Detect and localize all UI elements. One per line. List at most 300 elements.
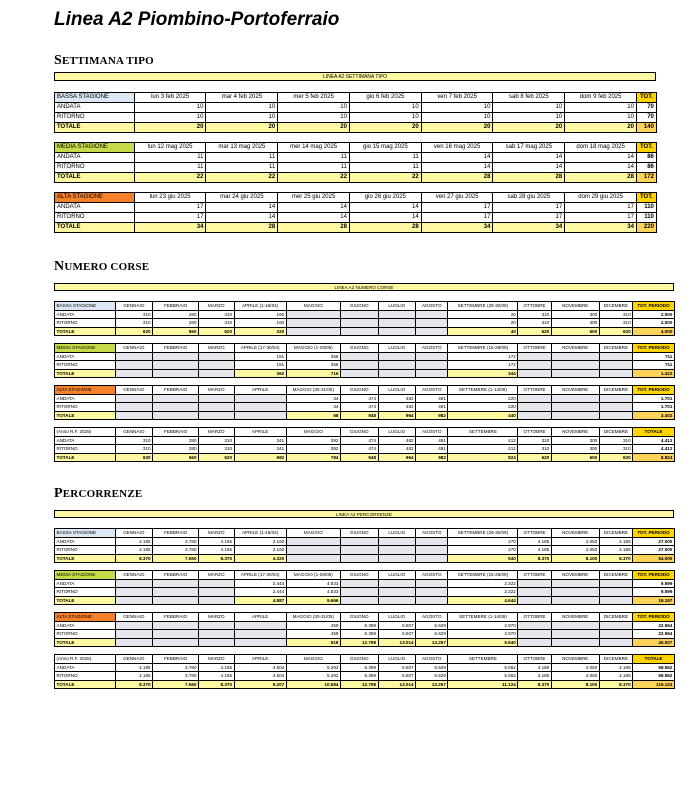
total-value: 560 (153, 327, 199, 336)
value-cell: 11 (278, 153, 350, 163)
grand-total: 45.927 (633, 638, 675, 647)
month-header: OTTOBRE (518, 571, 551, 580)
month-header: MARZO (199, 655, 234, 664)
value-cell: 459 (286, 630, 340, 639)
season-label: ALTA STAGIONE (55, 193, 135, 203)
total-value: 948 (340, 453, 378, 462)
month-header: DICEMBRE (599, 613, 632, 622)
day-header: dom 29 giu 2025 (565, 193, 637, 203)
total-value: 948 (340, 411, 378, 420)
value-cell (340, 310, 378, 319)
total-label: TOTALE (55, 327, 116, 336)
total-value (115, 596, 153, 605)
value-cell: 4.185 (599, 663, 632, 672)
value-cell (115, 579, 153, 588)
value-cell: 310 (199, 436, 234, 445)
value-cell: 17 (421, 203, 493, 213)
value-cell: 4.185 (599, 546, 632, 555)
month-header: APRILE (1-16/04) (234, 302, 286, 311)
value-cell: 172 (448, 361, 518, 370)
value-cell: 10 (206, 113, 278, 123)
row-total: 9.599 (633, 579, 675, 588)
row-total: 86 (636, 153, 656, 163)
value-cell: 10 (278, 103, 350, 113)
month-header: FEBBRAIO (153, 571, 199, 580)
monthly-table-bassa (54, 528, 675, 563)
value-cell: 6.507 (378, 663, 416, 672)
grand-total: 19.197 (633, 596, 675, 605)
month-header: AGOSTO (416, 529, 448, 538)
row-total: 4.412 (633, 436, 675, 445)
table-row (55, 588, 675, 597)
value-cell: 482 (378, 403, 416, 412)
season-label: ALTA STAGIONE (55, 386, 116, 395)
value-cell: 4.185 (115, 546, 153, 555)
value-cell: 14 (421, 163, 493, 173)
month-header: MAGGIO (30-31/05) (286, 613, 340, 622)
month-header: SETTEMBRE (15-28/09) (448, 571, 518, 580)
total-value: 12.798 (340, 638, 378, 647)
season-label: BASSA STAGIONE (55, 93, 135, 103)
month-header: FEBBRAIO (153, 344, 199, 353)
value-cell: 6.399 (340, 630, 378, 639)
total-value (234, 411, 286, 420)
grand-total: 3.402 (633, 411, 675, 420)
month-header: MARZO (199, 613, 234, 622)
value-cell: 358 (286, 361, 340, 370)
total-value: 964 (378, 411, 416, 420)
total-value: 20 (349, 123, 421, 133)
total-header: TOT. PERIODO (633, 613, 675, 622)
total-header: TOT. PERIODO (633, 386, 675, 395)
month-header: LUGLIO (378, 613, 416, 622)
value-cell: 10 (493, 113, 565, 123)
month-header: FEBBRAIO (153, 529, 199, 538)
total-value: 20 (421, 123, 493, 133)
table-row (55, 213, 657, 223)
value-cell: 4.604 (234, 663, 286, 672)
month-header: LUGLIO (378, 344, 416, 353)
month-header: APRILE (1-16/04) (234, 529, 286, 538)
row-label: ANDATA (55, 579, 116, 588)
value-cell: 17 (565, 213, 637, 223)
value-cell: 11 (206, 163, 278, 173)
total-value: 600 (551, 453, 599, 462)
month-header: OTTOBRE (518, 529, 551, 538)
total-value: 620 (199, 453, 234, 462)
day-header: lun 12 mag 2025 (134, 143, 206, 153)
row-label: RITORNO (55, 213, 135, 223)
total-label: TOTALE (55, 680, 116, 689)
value-cell (153, 352, 199, 361)
total-value (599, 638, 632, 647)
month-header: GIUGNO (340, 386, 378, 395)
total-value: 34 (134, 223, 206, 233)
table-row (55, 319, 675, 328)
value-cell: 392 (286, 436, 340, 445)
value-cell: 474 (340, 394, 378, 403)
month-header: MARZO (199, 302, 234, 311)
total-row (55, 680, 675, 689)
total-value: 22 (206, 173, 278, 183)
value-cell: 11 (278, 163, 350, 173)
row-total: 86 (636, 163, 656, 173)
total-row (55, 596, 675, 605)
total-value: 34 (493, 223, 565, 233)
section-title-initial: S (54, 53, 62, 68)
day-header: sab 17 mag 2025 (493, 143, 565, 153)
total-value (340, 554, 378, 563)
value-cell: 10 (421, 113, 493, 123)
value-cell (234, 394, 286, 403)
value-cell (340, 319, 378, 328)
day-header: mer 14 mag 2025 (278, 143, 350, 153)
value-cell: 270 (448, 537, 518, 546)
total-value (115, 369, 153, 378)
value-cell (115, 394, 153, 403)
total-value (199, 411, 234, 420)
value-cell: 14 (349, 213, 421, 223)
value-cell (416, 579, 448, 588)
month-header: GENNAIO (115, 571, 153, 580)
table-row (55, 103, 657, 113)
value-cell: 17 (421, 213, 493, 223)
value-cell (115, 361, 153, 370)
value-cell (518, 394, 551, 403)
month-header: GENNAIO (115, 344, 153, 353)
weekly-table-alta (54, 192, 657, 233)
value-cell (378, 588, 416, 597)
section-title-rest: ERCORRENZE (62, 488, 143, 500)
row-label: RITORNO (55, 319, 116, 328)
row-total: 1.701 (633, 394, 675, 403)
total-header: TOT. PERIODO (633, 302, 675, 311)
value-cell: 34 (286, 403, 340, 412)
month-header: SETTEMBRE (15-28/09) (448, 344, 518, 353)
value-cell (416, 352, 448, 361)
value-cell: 6.629 (416, 630, 448, 639)
total-value (199, 596, 234, 605)
value-cell (199, 579, 234, 588)
total-value: 600 (551, 327, 599, 336)
total-value: 824 (448, 453, 518, 462)
total-value: 560 (153, 453, 199, 462)
value-cell: 160 (234, 310, 286, 319)
value-cell (378, 537, 416, 546)
table-row (55, 203, 657, 213)
total-value (199, 638, 234, 647)
section-title-initial: N (54, 259, 65, 274)
value-cell (551, 630, 599, 639)
value-cell: 4.185 (518, 663, 551, 672)
row-total: 2.000 (633, 310, 675, 319)
month-header: GIUGNO (340, 344, 378, 353)
value-cell: 310 (599, 445, 632, 454)
value-cell: 310 (115, 436, 153, 445)
total-header: TOT. (636, 93, 656, 103)
value-cell: 280 (153, 310, 199, 319)
total-value: 40 (448, 327, 518, 336)
total-row (55, 327, 675, 336)
month-header: LUGLIO (378, 655, 416, 664)
value-cell: 310 (599, 436, 632, 445)
month-header: DICEMBRE (599, 571, 632, 580)
month-header: NOVEMBRE (551, 571, 599, 580)
month-header: MAGGIO (286, 428, 340, 437)
day-header: ven 27 giu 2025 (421, 193, 493, 203)
value-cell (599, 361, 632, 370)
total-value: 5.940 (448, 638, 518, 647)
value-cell: 14 (493, 163, 565, 173)
total-value: 716 (286, 369, 340, 378)
value-cell (340, 352, 378, 361)
value-cell: 6.629 (416, 672, 448, 681)
value-cell (115, 352, 153, 361)
total-label: TOTALE (55, 638, 116, 647)
value-cell (551, 361, 599, 370)
table-row (55, 361, 675, 370)
value-cell: 5.562 (448, 672, 518, 681)
weekly-table-media (54, 142, 657, 183)
value-cell: 412 (448, 445, 518, 454)
value-cell: 10 (421, 103, 493, 113)
row-label: ANDATA (55, 537, 116, 546)
value-cell (199, 588, 234, 597)
monthly-table-anno (54, 654, 675, 689)
day-header: lun 3 feb 2025 (134, 93, 206, 103)
total-value: 20 (134, 123, 206, 133)
row-label: ANDATA (55, 436, 116, 445)
total-value: 13.014 (378, 680, 416, 689)
value-cell (340, 546, 378, 555)
total-value: 620 (518, 327, 551, 336)
value-cell (378, 310, 416, 319)
value-cell: 4.185 (599, 672, 632, 681)
total-value (416, 327, 448, 336)
value-cell (599, 588, 632, 597)
value-cell: 310 (115, 310, 153, 319)
grand-total: 172 (636, 173, 656, 183)
value-cell: 10 (565, 103, 637, 113)
month-header: MARZO (199, 529, 234, 538)
grand-total: 8.824 (633, 453, 675, 462)
row-label: RITORNO (55, 163, 135, 173)
value-cell: 6.399 (340, 672, 378, 681)
value-cell (153, 403, 199, 412)
total-value: 620 (199, 327, 234, 336)
month-header: NOVEMBRE (551, 613, 599, 622)
value-cell: 310 (518, 310, 551, 319)
row-label: RITORNO (55, 630, 116, 639)
row-label: RITORNO (55, 588, 116, 597)
value-cell (153, 361, 199, 370)
day-header: mar 4 feb 2025 (206, 93, 278, 103)
document-title: Linea A2 Piombino-Portoferraio (54, 9, 340, 30)
value-cell: 310 (599, 310, 632, 319)
total-value (115, 411, 153, 420)
day-header: ven 7 feb 2025 (421, 93, 493, 103)
total-value (153, 596, 199, 605)
value-cell: 4.185 (599, 537, 632, 546)
value-cell: 220 (448, 403, 518, 412)
table-row (55, 352, 675, 361)
value-cell (518, 621, 551, 630)
table-row (55, 546, 675, 555)
total-header: TOT. (636, 193, 656, 203)
value-cell (599, 621, 632, 630)
total-value: 22 (134, 173, 206, 183)
value-cell (416, 546, 448, 555)
value-cell: 10 (349, 103, 421, 113)
total-value (286, 554, 340, 563)
row-label: ANDATA (55, 352, 116, 361)
value-cell: 459 (286, 621, 340, 630)
row-label: ANDATA (55, 153, 135, 163)
total-value: 34 (421, 223, 493, 233)
value-cell: 14 (493, 153, 565, 163)
month-header: DICEMBRE (599, 302, 632, 311)
value-cell (599, 352, 632, 361)
month-header: LUGLIO (378, 302, 416, 311)
value-cell: 14 (206, 203, 278, 213)
month-header: AGOSTO (416, 302, 448, 311)
value-cell (340, 579, 378, 588)
total-value: 620 (115, 327, 153, 336)
value-cell (153, 630, 199, 639)
month-header: GIUGNO (340, 613, 378, 622)
value-cell (378, 579, 416, 588)
month-header: GENNAIO (115, 302, 153, 311)
value-cell: 4.185 (199, 663, 234, 672)
value-cell: 14 (565, 163, 637, 173)
season-label: ALTA STAGIONE (55, 613, 116, 622)
month-header: MARZO (199, 428, 234, 437)
section-title-initial: P (54, 486, 63, 501)
month-header: DICEMBRE (599, 529, 632, 538)
total-value (378, 596, 416, 605)
value-cell (234, 403, 286, 412)
month-header: OTTOBRE (518, 613, 551, 622)
day-header: dom 9 feb 2025 (565, 93, 637, 103)
total-value (551, 411, 599, 420)
value-cell (115, 630, 153, 639)
day-header: ven 16 mag 2025 (421, 143, 493, 153)
grand-total: 4.000 (633, 327, 675, 336)
value-cell (115, 403, 153, 412)
value-cell: 2.444 (234, 579, 286, 588)
value-cell (518, 588, 551, 597)
value-cell: 20 (448, 310, 518, 319)
month-header: GENNAIO (115, 655, 153, 664)
value-cell: 2.970 (448, 621, 518, 630)
value-cell: 300 (551, 319, 599, 328)
total-value (416, 554, 448, 563)
month-header: FEBBRAIO (153, 386, 199, 395)
day-header: dom 18 mag 2025 (565, 143, 637, 153)
value-cell (518, 630, 551, 639)
day-header: mar 24 giu 2025 (206, 193, 278, 203)
value-cell (199, 394, 234, 403)
total-value: 964 (378, 453, 416, 462)
total-value: 918 (286, 638, 340, 647)
month-header: NOVEMBRE (551, 655, 599, 664)
table-row (55, 621, 675, 630)
banner-percorrenze: LINEA A2 PERCORRENZE (54, 510, 674, 518)
value-cell (378, 319, 416, 328)
value-cell: 5.292 (286, 663, 340, 672)
total-value: 620 (518, 453, 551, 462)
row-label: RITORNO (55, 361, 116, 370)
value-cell: 300 (551, 445, 599, 454)
month-header: MAGGIO (1-29/05) (286, 571, 340, 580)
section-title-numero (54, 259, 149, 275)
day-header: lun 23 giu 2025 (134, 193, 206, 203)
month-header: NOVEMBRE (551, 302, 599, 311)
value-cell (286, 537, 340, 546)
value-cell: 2.444 (234, 588, 286, 597)
value-cell: 482 (378, 445, 416, 454)
month-header: GENNAIO (115, 428, 153, 437)
month-header: GIUGNO (340, 428, 378, 437)
table-row (55, 310, 675, 319)
total-value: 11.124 (448, 680, 518, 689)
month-header: MARZO (199, 571, 234, 580)
value-cell: 11 (349, 153, 421, 163)
total-label: TOTALE (55, 453, 116, 462)
total-value: 34 (565, 223, 637, 233)
value-cell (153, 579, 199, 588)
total-label: TOTALE (55, 554, 116, 563)
value-cell: 10 (134, 113, 206, 123)
total-value: 20 (278, 123, 350, 133)
total-value (234, 638, 286, 647)
month-header: FEBBRAIO (153, 655, 199, 664)
season-label: MEDIA STAGIONE (55, 344, 116, 353)
month-header: APRILE (234, 386, 286, 395)
value-cell: 2.160 (234, 537, 286, 546)
value-cell (199, 352, 234, 361)
value-cell (286, 546, 340, 555)
total-value: 7.560 (153, 554, 199, 563)
value-cell: 160 (234, 319, 286, 328)
value-cell: 310 (518, 445, 551, 454)
value-cell: 4.050 (551, 546, 599, 555)
month-header: GIUGNO (340, 571, 378, 580)
total-label: TOTALE (55, 369, 116, 378)
grand-total: 54.000 (633, 554, 675, 563)
total-row (55, 453, 675, 462)
value-cell (378, 361, 416, 370)
value-cell (518, 361, 551, 370)
grand-total: 119.124 (633, 680, 675, 689)
value-cell: 11 (206, 153, 278, 163)
row-total: 110 (636, 203, 656, 213)
row-label: ANDATA (55, 394, 116, 403)
month-header: SETTEMBRE (448, 655, 518, 664)
value-cell: 310 (518, 319, 551, 328)
value-cell: 6.629 (416, 621, 448, 630)
row-total: 59.562 (633, 663, 675, 672)
value-cell: 20 (448, 319, 518, 328)
month-header: SETTEMBRE (29-30/09) (448, 529, 518, 538)
row-total: 110 (636, 213, 656, 223)
value-cell: 341 (234, 445, 286, 454)
month-header: MAGGIO (286, 302, 340, 311)
month-header: FEBBRAIO (153, 302, 199, 311)
value-cell: 4.050 (551, 663, 599, 672)
section-title-percorrenze (54, 486, 142, 502)
total-value: 8.100 (551, 680, 599, 689)
